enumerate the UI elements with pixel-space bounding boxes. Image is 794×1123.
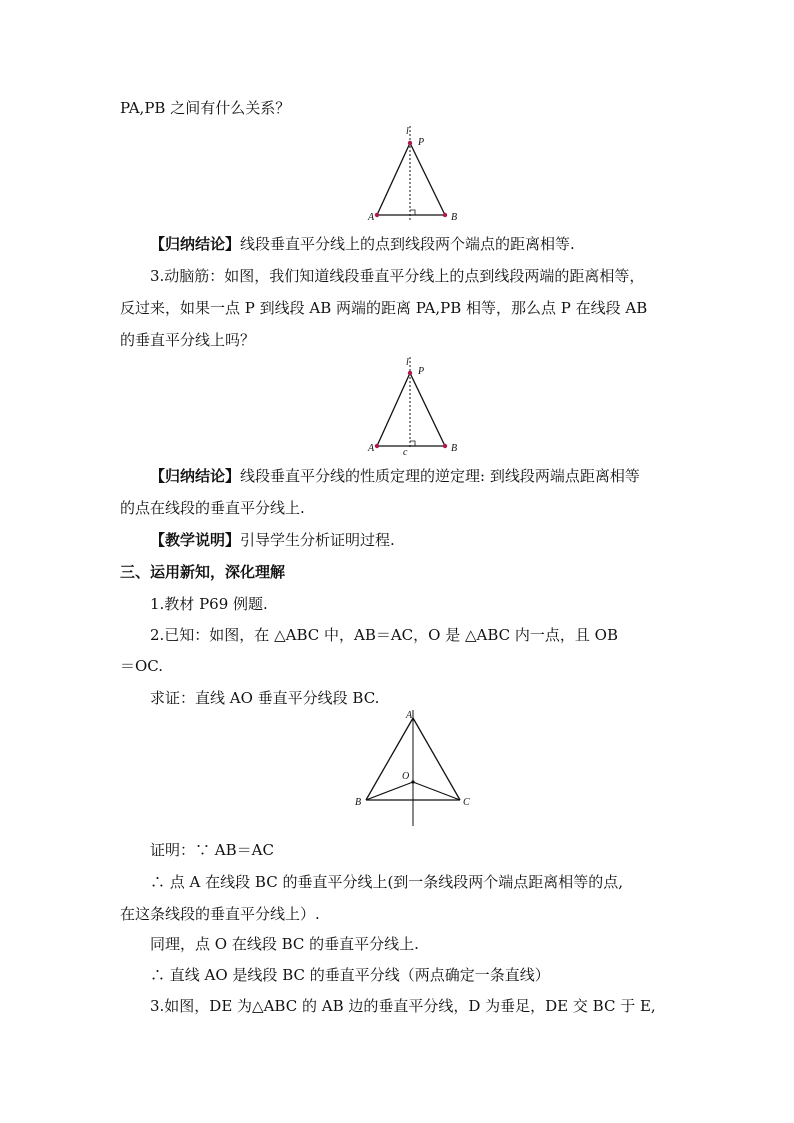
text-line: 证明：∵ AB＝AC (150, 841, 274, 859)
conclusion-1 (150, 234, 575, 254)
text-line: PA,PB 之间有什么关系？ (120, 99, 291, 117)
label-a: A (368, 212, 375, 223)
text-line: 2.已知：如图，在 △ABC 中，AB＝AC，O 是 △ABC 内一点，且 OB (150, 626, 618, 644)
label-p: P (418, 137, 425, 148)
point-p (408, 371, 412, 375)
label-c: C (463, 797, 470, 808)
label-a: A (368, 443, 375, 454)
point-b (443, 444, 447, 448)
point-a (375, 213, 379, 217)
conclusion-2 (150, 466, 640, 486)
figure-2 (360, 355, 460, 457)
tag: 【归纳结论】 (150, 467, 241, 485)
right-angle-mark (410, 441, 415, 446)
label-p: P (418, 366, 425, 377)
segment-ac (413, 718, 460, 800)
text-line: 在这条线段的垂直平分线上）. (120, 905, 320, 923)
text: 线段垂直平分线的性质定理的逆定理: 到线段两端点距离相等 (240, 467, 640, 485)
segment-pa (377, 373, 410, 446)
tag: 【教学说明】 (150, 531, 241, 549)
text: 引导学生分析证明过程. (240, 531, 395, 549)
segment-ob (366, 782, 413, 800)
text-line: 的点在线段的垂直平分线上. (120, 499, 305, 517)
point-o (411, 780, 414, 783)
label-l: l (406, 357, 409, 368)
label-b: B (355, 797, 362, 808)
label-b: B (451, 212, 458, 223)
text-line: ∴ 直线 AO 是线段 BC 的垂直平分线（两点确定一条直线） (150, 966, 550, 984)
text-line: 求证：直线 AO 垂直平分线段 BC. (150, 689, 380, 707)
text-line: 反过来，如果一点 P 到线段 AB 两端的距离 PA,PB 相等，那么点 P 在线段 AB (120, 299, 648, 317)
text-line: 的垂直平分线上吗？ (120, 331, 256, 349)
segment-pb (410, 143, 445, 215)
point-p (408, 141, 412, 145)
segment-ab (366, 718, 413, 800)
point-a (375, 444, 379, 448)
text-line: 同理，点 O 在线段 BC 的垂直平分线上. (150, 935, 419, 953)
label-l: l (406, 126, 409, 137)
label-a: A (406, 710, 413, 721)
teaching-note (150, 530, 395, 550)
segment-pa (377, 143, 410, 215)
text-line: 3.如图，DE 为△ABC 的 AB 边的垂直平分线，D 为垂足，DE 交 BC 于 E, (150, 997, 656, 1015)
text: 线段垂直平分线上的点到线段两个端点的距离相等. (240, 235, 575, 253)
label-b: B (451, 443, 458, 454)
text-line: 1.教材 P69 例题. (150, 595, 268, 613)
label-o: O (402, 771, 410, 782)
label-c: c (403, 447, 408, 457)
segment-oc (413, 782, 460, 800)
point-b (443, 213, 447, 217)
text-line: ＝OC. (120, 657, 164, 675)
segment-pb (410, 373, 445, 446)
text-line: ∴ 点 A 在线段 BC 的垂直平分线上(到一条线段两个端点距离相等的点, (150, 873, 624, 891)
text-line: 3.动脑筋：如图，我们知道线段垂直平分线上的点到线段两端的距离相等， (150, 267, 645, 285)
figure-1 (360, 124, 460, 226)
right-angle-mark (410, 210, 415, 215)
section-heading: 三、运用新知，深化理解 (120, 563, 286, 581)
figure-3 (350, 708, 480, 830)
tag: 【归纳结论】 (150, 235, 241, 253)
